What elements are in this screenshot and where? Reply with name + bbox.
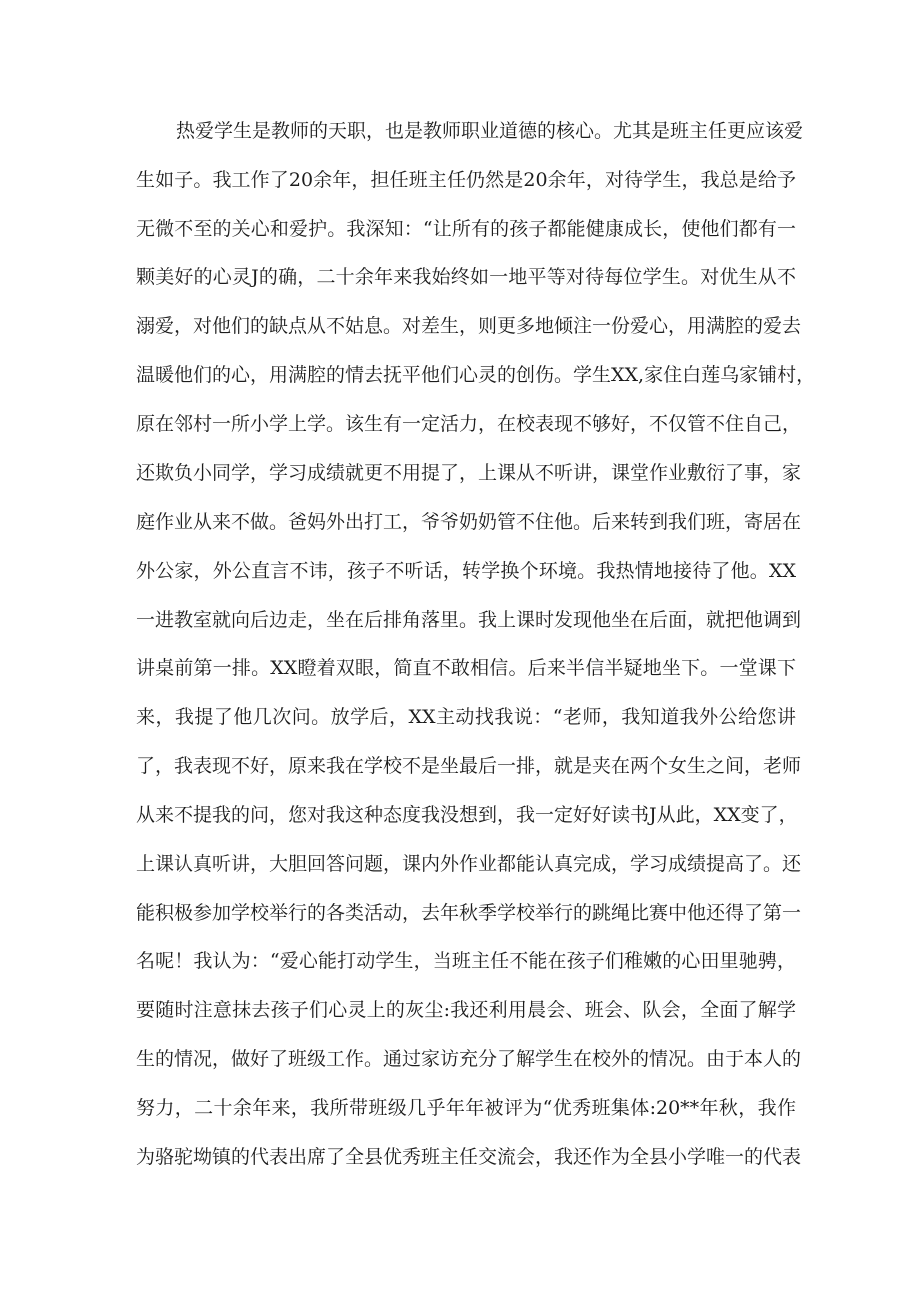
paragraph-line: 颗美好的心灵J的确，二十余年来我始终如一地平等对待每位学生。对优生从不 <box>136 266 796 288</box>
paragraph-line: 无微不至的关心和爱护。我深知：“让所有的孩子都能健康成长，使他们都有一 <box>136 218 796 240</box>
paragraph-line: 一进教室就向后边走，坐在后排角落里。我上课时发现他坐在后面，就把他调到 <box>136 609 802 631</box>
paragraph-line: 还欺负小同学，学习成绩就更不用提了，上课从不听讲，课堂作业敷衍了事，家 <box>136 462 802 484</box>
paragraph-line: 名呢！我认为：“爱心能打动学生，当班主任不能在孩子们稚嫩的心田里驰骋， <box>136 950 796 972</box>
paragraph-line: 了，我表现不好，原来我在学校不是坐最后一排，就是夹在两个女生之间，老师 <box>136 755 802 777</box>
paragraph-line: 从来不提我的问，您对我这种态度我没想到，我一定好好读书J从此，XX变了， <box>136 804 798 826</box>
paragraph-line: 外公家，外公直言不讳，孩子不听话，转学换个环境。我热情地接待了他。XX <box>136 560 796 582</box>
paragraph-line: 生如子。我工作了20余年，担任班主任仍然是20余年，对待学生，我总是给予 <box>136 169 796 191</box>
paragraph-line: 努力，二十余年来，我所带班级几乎年年被评为“优秀班集体:20**年秋，我作 <box>136 1097 796 1119</box>
paragraph-line: 生的情况，做好了班级工作。通过家访充分了解学生在校外的情况。由于本人的 <box>136 1048 802 1070</box>
paragraph-line: 能积极参加学校举行的各类活动，去年秋季学校举行的跳绳比赛中他还得了第一 <box>136 902 802 924</box>
paragraph-line: 来，我提了他几次问。放学后，XX主动找我说：“老师，我知道我外公给您讲 <box>136 706 796 728</box>
paragraph-line: 庭作业从来不做。爸妈外出打工，爷爷奶奶管不住他。后来转到我们班，寄居在 <box>136 511 802 533</box>
paragraph-line: 上课认真听讲，大胆回答问题，课内外作业都能认真完成，学习成绩提高了。还 <box>136 853 802 875</box>
paragraph-line: 热爱学生是教师的天职，也是教师职业道德的核心。尤其是班主任更应该爱 <box>176 120 804 142</box>
paragraph-line: 溺爱，对他们的缺点从不姑息。对差生，则更多地倾注一份爱心，用满腔的爱去 <box>136 315 802 337</box>
paragraph-line: 温暖他们的心，用满腔的情去抚平他们心灵的创伤。学生XX,家住白莲乌家铺村， <box>136 364 816 386</box>
paragraph-line: 原在邻村一所小学上学。该生有一定活力，在校表现不够好，不仅管不住自己， <box>136 413 802 435</box>
paragraph-line: 讲桌前第一排。XX瞪着双眼，简直不敢相信。后来半信半疑地坐下。一堂课下 <box>136 657 796 679</box>
paragraph-line: 为骆驼坳镇的代表出席了全县优秀班主任交流会，我还作为全县小学唯一的代表 <box>136 1146 802 1168</box>
paragraph-line: 要随时注意抹去孩子们心灵上的灰尘:我还利用晨会、班会、队会，全面了解学 <box>136 999 796 1021</box>
